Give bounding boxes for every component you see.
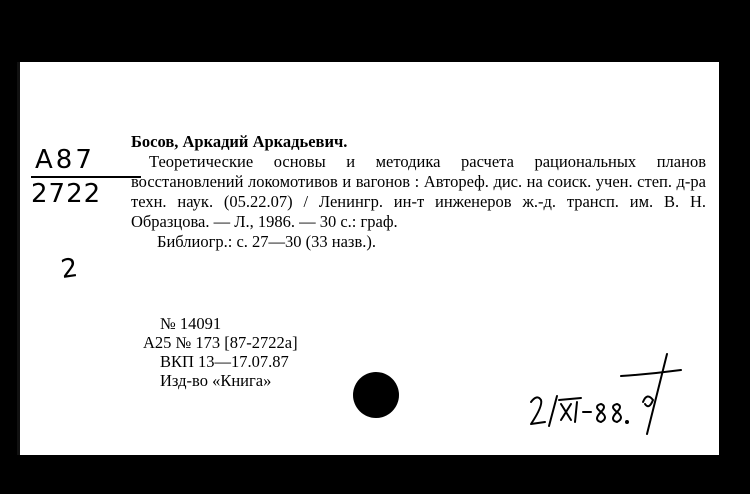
card-metadata: [143, 314, 298, 390]
punch-hole: [353, 372, 399, 418]
copy-mark: 2: [58, 252, 80, 286]
author-heading: Босов, Аркадий Аркадьевич.: [131, 132, 348, 151]
catalog-card: [17, 62, 719, 455]
order-number: А25 № 173 [87-2722а]: [143, 333, 298, 352]
shelf-mark: [31, 146, 141, 208]
shelf-mark-line1: А87: [35, 145, 95, 175]
shelf-mark-divider: [31, 176, 141, 178]
title-description: Теоретические основы и методика расчета рациональных планов восстановлений локомотивов и вагонов : Автореф. дис. на соиск. учен. степ. д-ра техн. наук. (05.22.07) / Ленингр. ин-т инженеров ж.-д. трансп. им. В. Н. Образцова. — Л., 1986. — 30 с.: граф.: [131, 152, 706, 231]
shelf-mark-line2: 2722: [31, 179, 102, 209]
record-number: № 14091: [160, 314, 222, 333]
vkp-line: ВКП 13—17.07.87: [160, 352, 289, 371]
card-text: [131, 132, 706, 252]
publisher-line: Изд-во «Книга»: [160, 371, 272, 390]
bibliography-note: Библиогр.: с. 27—30 (33 назв.).: [157, 232, 376, 251]
handwritten-date-signature: [517, 350, 697, 440]
